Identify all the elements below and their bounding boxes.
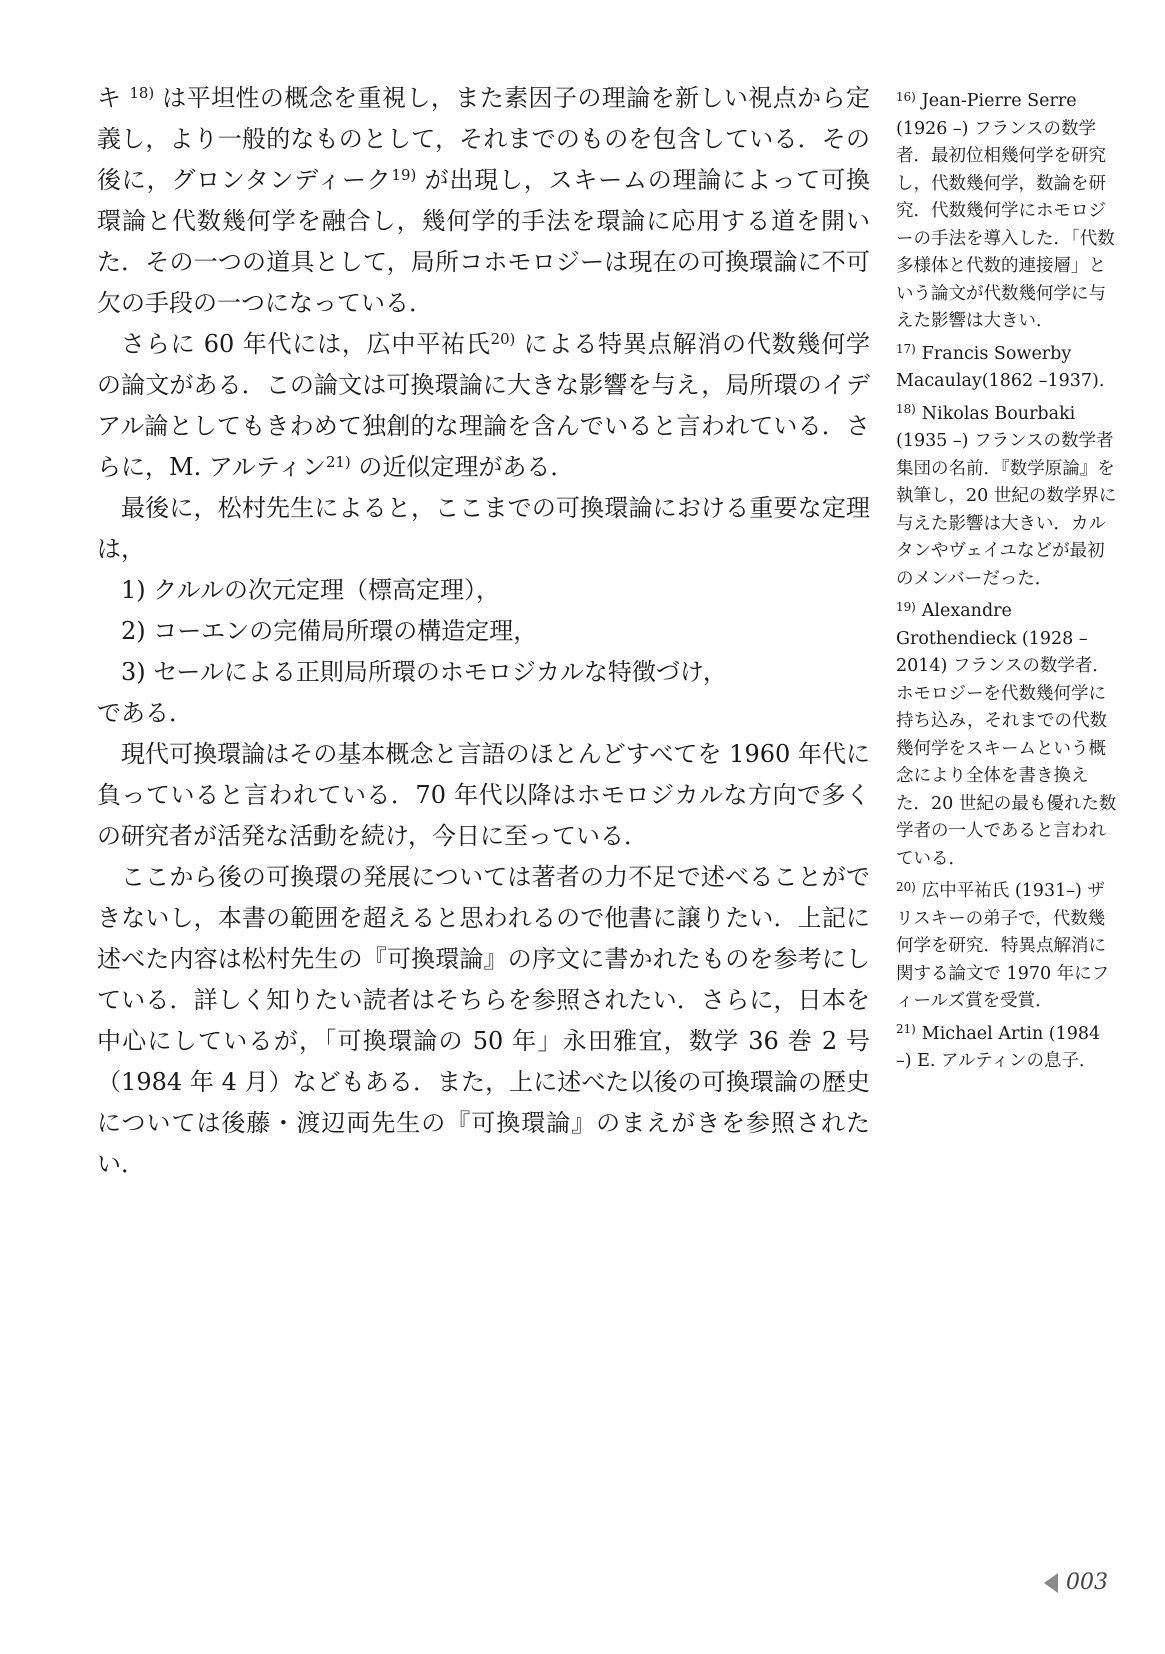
paragraph [97,734,870,857]
paragraph-text: さらに 60 年代には，広中平祐氏 [121,330,491,358]
paragraph-text: の近似定理がある． [350,453,575,481]
sidenotes [896,88,1121,1081]
paragraph [97,693,870,734]
paragraph-text: は平坦性の概念を重視し，また素因子の理論を新しい視点から定義し，より一般的なものとして，それまでのものを包含している．その後に，グロンタンディーク [97,84,870,194]
paragraph-text: ここから後の可換環の発展については著者の力不足で述べることができないし，本書の範囲を超えると思われるので他書に譲りたい．上記に述べた内容は松村先生の『可換環論』の序文に書かれたものを参考にしている．詳しく知りたい読者はそちらを参照されたい．さらに，日本を中心にしているが，「可換環論の 50 年」永田雅宜，数学 36 巻 2 号（1984 年 4 月）などもある．また，上に述べた以後の可換環論の歴史については後藤・渡辺両先生の『可換環論』のまえがきを参照されたい． [97,863,870,1178]
sidenote-text: 広中平祐氏 (1931–) ザリスキーの弟子で，代数幾何学を研究．特異点解消に関する論文で 1970 年にフィールズ賞を受賞． [896,881,1110,1011]
page-number: 003 [1066,1570,1108,1595]
sidenote-number: 19) [896,599,916,614]
triangle-left-icon [1044,1573,1058,1593]
paragraph-text: である． [97,699,193,727]
sidenote [896,401,1121,594]
paragraph-text: 最後に，松村先生によると，ここまでの可換環論における重要な定理は， [97,494,870,563]
main-text [97,78,870,1185]
paragraph-text: による特異点解消の代数幾何学の論文がある．この論文は可換環論に大きな影響を与え，局所環のイデアル論としてもきわめて独創的な理論を含んでいると言われている．さらに，M. アルティン [97,330,870,481]
sidenote [896,88,1121,336]
paragraph-text: 1) クルルの次元定理（標高定理）， [121,576,500,604]
paragraph [97,857,870,1185]
paragraph [97,324,870,488]
paragraph [97,570,870,611]
paragraph [97,78,870,324]
sidenote-number: 21) [896,1022,916,1037]
footnote-ref: 20) [490,329,516,348]
footnote-ref: 18) [129,83,155,102]
sidenote [896,1021,1121,1076]
footnote-ref: 21) [325,452,351,471]
paragraph-text: が出現し，スキームの理論によって可換環論と代数幾何学を融合し，幾何学的手法を環論に応用する道を開いた．その一つの道具として，局所コホモロジーは現在の可換環論に不可欠の手段の一つになっている． [97,166,870,317]
sidenote-number: 17) [896,342,916,357]
sidenote-text: Alexandre Grothendieck (1928 – 2014) フランスの数学者．ホモロジーを代数幾何学に持ち込み，それまでの代数幾何学をスキームという概念により全体を書き換えた．20 世紀の最も優れた数学者の一人であると言われている． [896,601,1117,869]
sidenote-text: Jean-Pierre Serre (1926 –) フランスの数学者．最初位相幾何学を研究し，代数幾何学，数論を研究．代数幾何学にホモロジーの手法を導入した．「代数多様体と代数的連接層」という論文が代数幾何学に与えた影響は大きい． [896,91,1115,331]
paragraph-text: 2) コーエンの完備局所環の構造定理， [121,617,538,645]
paragraph-text: キ [97,84,130,112]
sidenote-text: Nikolas Bourbaki (1935 –) フランスの数学者集団の名前．『数学原論』を執筆し，20 世紀の数学界に与えた影響は大きい．カルタンやヴェイユなどが最初のメンバーだった． [896,403,1117,589]
sidenote-text: Francis Sowerby Macaulay(1862 –1937). [896,343,1105,391]
footnote-ref: 19) [391,165,417,184]
paragraph-text: 現代可換環論はその基本概念と言語のほとんどすべてを 1960 年代に負っていると言われている．70 年代以降はホモロジカルな方向で多くの研究者が活発な活動を続け，今日に至っている． [97,740,870,850]
sidenote [896,878,1121,1016]
paragraph [97,652,870,693]
paragraph [97,488,870,570]
sidenote-text: Michael Artin (1984 –) E. アルティンの息子． [896,1023,1101,1071]
sidenote-number: 16) [896,89,916,104]
paragraph [97,611,870,652]
sidenote-number: 20) [896,879,916,894]
sidenote-number: 18) [896,402,916,417]
paragraph-text: 3) セールによる正則局所環のホモロジカルな特徴づけ， [121,658,727,686]
sidenote [896,341,1121,396]
sidenote [896,598,1121,873]
page-footer [1044,1570,1108,1595]
